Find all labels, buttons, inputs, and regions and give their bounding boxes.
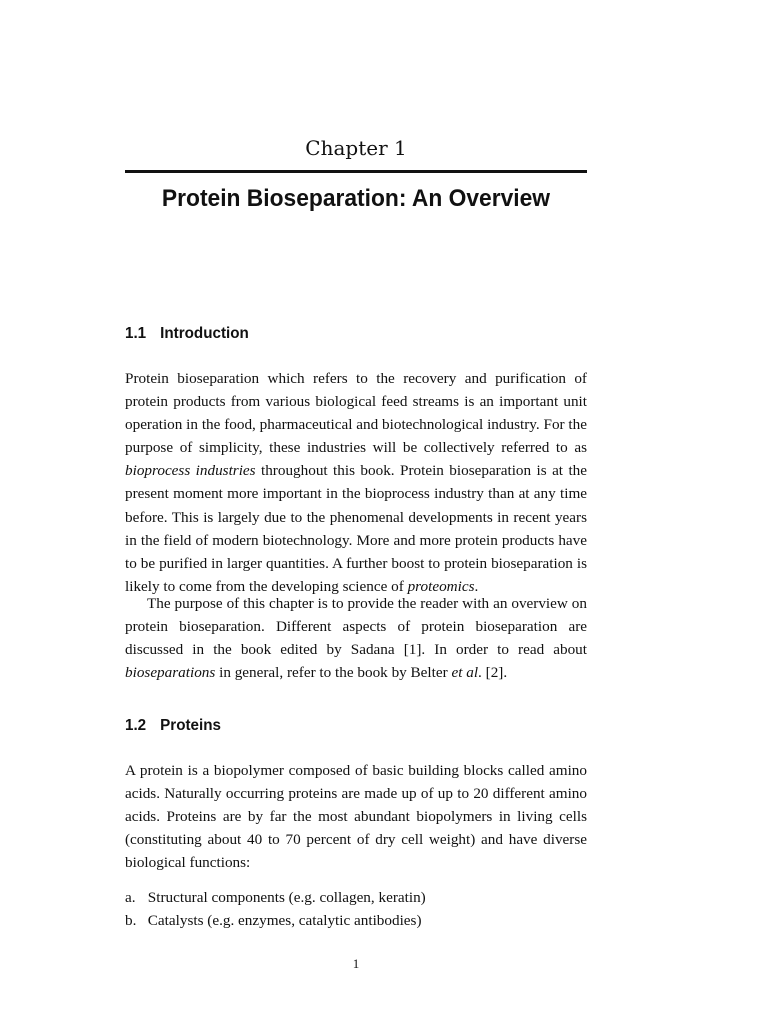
- text-run: .: [474, 577, 479, 595]
- text-run: throughout this book. Protein bioseparation is at the present moment more important in the bioprocess industry than at any time before. This is largely due to the phenomenal developments in recent years in the field of modern biotechnology. More and more protein products have to be purified in larger quantities. A further boost to protein bioseparation is likely to come from the developing science of: [125, 462, 588, 595]
- proteins-paragraph: A protein is a biopolymer composed of basic building blocks called amino acids. Naturally occurring proteins are made up of up to 20 different amino acids. Proteins are by far the most abundant biopolymers in living cells (constituting about 40 to 70 percent of dry cell weight) and have diverse biological functions:: [125, 762, 587, 872]
- list-item-text: Structural components (e.g. collagen, keratin): [147, 889, 426, 906]
- italic-term: bioseparations: [125, 664, 216, 682]
- list-marker: b.: [125, 912, 137, 930]
- list-item: [125, 886, 587, 909]
- list-item: [125, 909, 587, 932]
- page-number: 1: [352, 956, 360, 971]
- section-heading-proteins: [125, 717, 221, 735]
- section-title: Introduction: [160, 325, 249, 342]
- italic-term: bioprocess industries: [125, 462, 256, 480]
- italic-term: proteomics: [407, 577, 475, 595]
- chapter-label: Chapter 1: [305, 136, 407, 160]
- text-run: The purpose of this chapter is to provide the reader with an overview on protein bioseparation. Different aspects of protein bioseparation are discussed in the book edited by Sadana [1]. In order to read about: [125, 595, 587, 659]
- section-number: 1.2: [125, 717, 147, 734]
- chapter-title: Protein Bioseparation: An Overview: [161, 185, 551, 212]
- chapter-rule: [125, 170, 587, 173]
- section-heading-introduction: [125, 325, 249, 343]
- intro-paragraph-2: [125, 592, 587, 684]
- italic-term: et al: [451, 664, 479, 682]
- list-marker: a.: [125, 889, 136, 906]
- intro-paragraph-1: [125, 367, 587, 598]
- protein-functions-list: [125, 886, 587, 932]
- text-run: Protein bioseparation which refers to the recovery and purification of protein products from various biological feed streams is an important unit operation in the food, pharmaceutical and biotechnological industry. For the purpose of simplicity, these industries will be collectively referred to as: [125, 370, 587, 457]
- section-title: Proteins: [160, 717, 221, 734]
- text-run: . [2].: [478, 664, 508, 682]
- list-item-text: Catalysts (e.g. enzymes, catalytic antibodies): [147, 912, 422, 930]
- text-run: in general, refer to the book by Belter: [215, 664, 452, 682]
- section-number: 1.1: [125, 325, 147, 342]
